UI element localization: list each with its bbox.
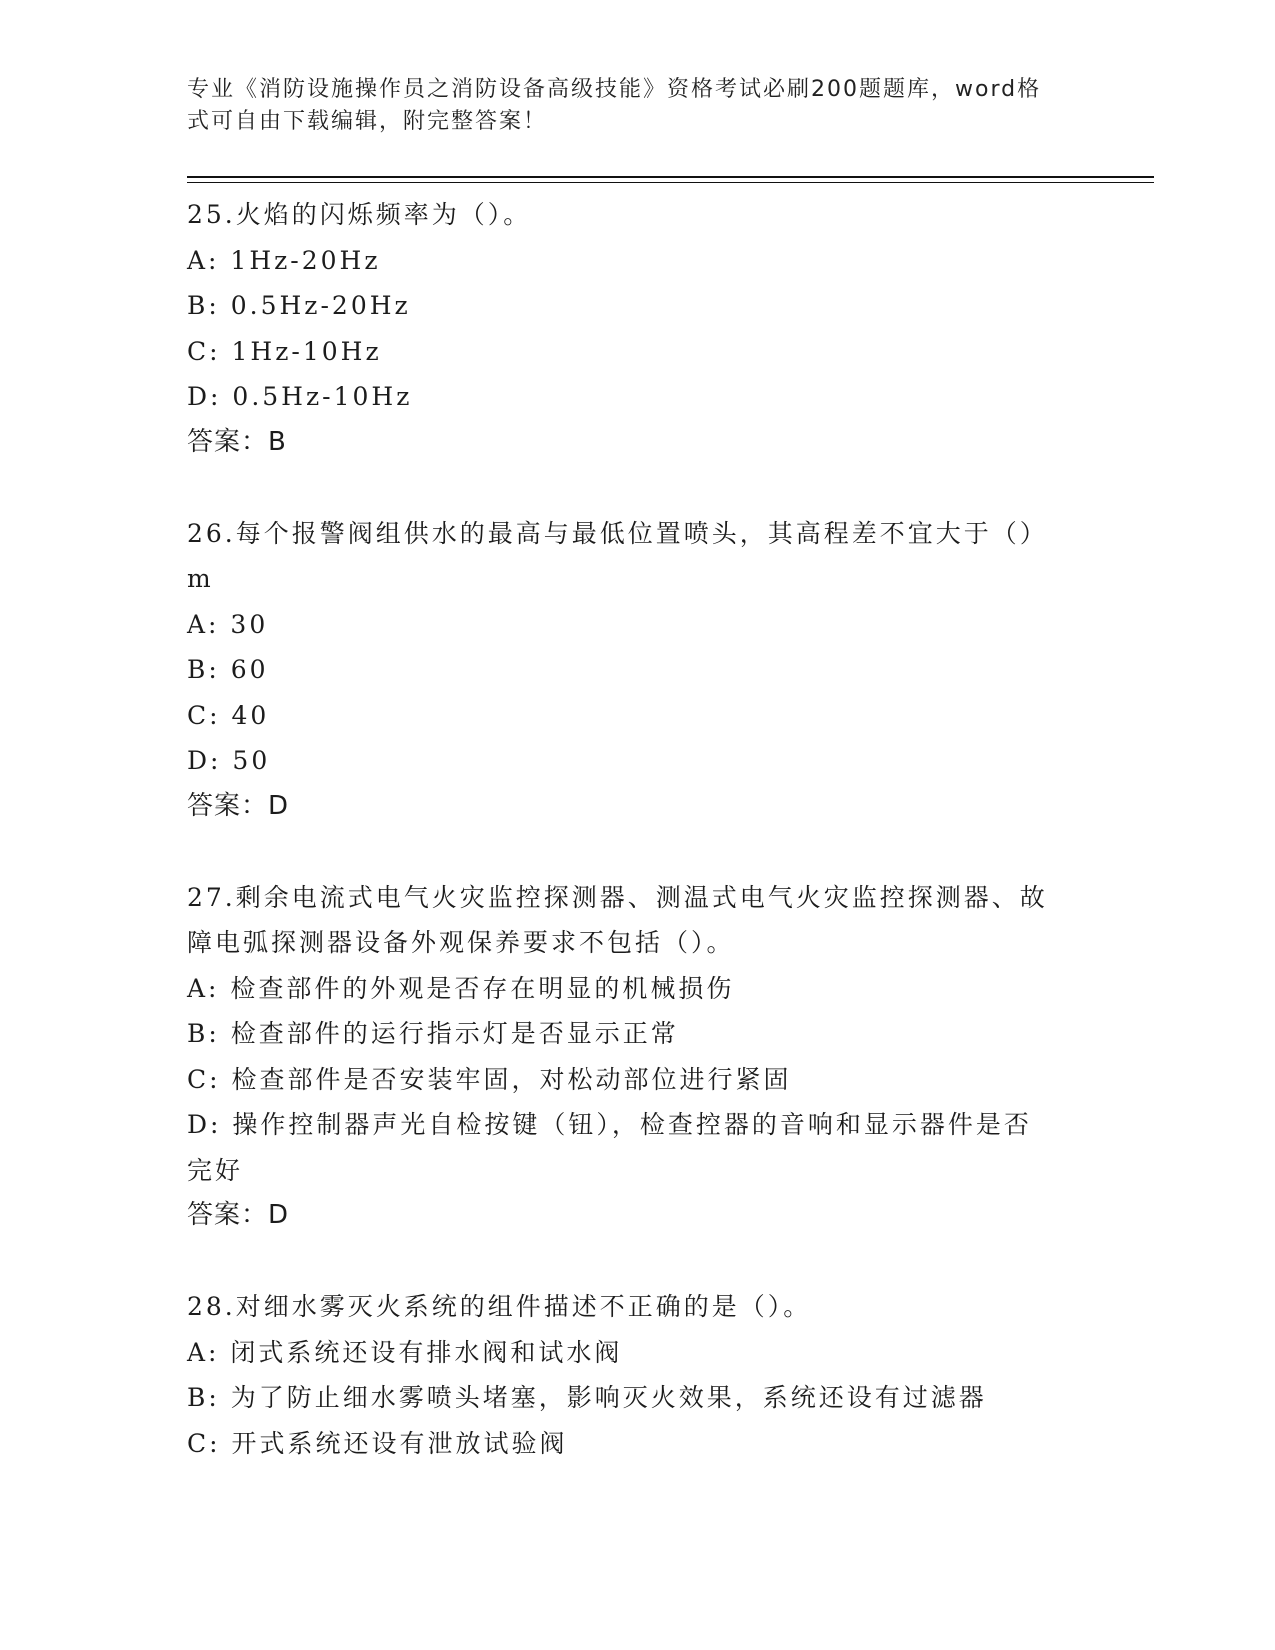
question-stem: 28.对细水雾灭火系统的组件描述不正确的是（）。 [187, 1292, 812, 1321]
option-a: A: 闭式系统还设有排水阀和试水阀 [187, 1337, 623, 1367]
question-stem: 26.每个报警阀组供水的最高与最低位置喷头，其高程差不宜大于（） [187, 518, 1048, 548]
answer: 答案：B [187, 426, 287, 457]
option-d: D: 0.5Hz-10Hz [187, 382, 413, 411]
header-line-2: 式可自由下载编辑，附完整答案！ [187, 109, 548, 134]
option-d: D: 50 [187, 746, 271, 775]
answer: 答案：D [187, 1200, 290, 1230]
question-list [187, 192, 1087, 1466]
question-stem: 25.火焰的闪烁频率为（）。 [187, 200, 532, 229]
option-b: B: 检查部件的运行指示灯是否显示正常 [187, 1019, 679, 1048]
question-25 [187, 192, 1087, 465]
question-stem-continued: m [187, 564, 214, 593]
option-a: A: 检查部件的外观是否存在明显的机械损伤 [187, 973, 735, 1003]
answer: 答案：D [187, 790, 290, 821]
question-stem: 27.剩余电流式电气火灾监控探测器、测温式电气火灾监控探测器、故 [187, 882, 1048, 912]
document-header [187, 74, 1077, 138]
question-stem-continued: 障电弧探测器设备外观保养要求不包括（）。 [187, 928, 735, 957]
option-a: A: 1Hz-20Hz [187, 245, 381, 275]
option-c: C: 开式系统还设有泄放试验阀 [187, 1428, 568, 1458]
question-28 [187, 1284, 1087, 1466]
header-rule-thick [187, 176, 1154, 178]
option-a: A: 30 [187, 609, 269, 639]
header-line-1: 专业《消防设施操作员之消防设备高级技能》资格考试必刷200题题库，word格 [187, 77, 1042, 102]
question-27 [187, 875, 1087, 1239]
header-rule-thin [187, 182, 1154, 183]
option-c: C: 40 [187, 700, 270, 730]
option-d: D: 操作控制器声光自检按键（钮），检查控器的音响和显示器件是否 [187, 1110, 1032, 1139]
option-b: B: 0.5Hz-20Hz [187, 291, 411, 320]
spacer [187, 1239, 1087, 1285]
option-b: B: 60 [187, 655, 269, 684]
option-b: B: 为了防止细水雾喷头堵塞，影响灭火效果，系统还设有过滤器 [187, 1383, 987, 1412]
spacer [187, 829, 1087, 875]
spacer [187, 465, 1087, 511]
option-d-continued: 完好 [187, 1155, 244, 1185]
question-26 [187, 511, 1087, 830]
option-c: C: 1Hz-10Hz [187, 336, 382, 366]
option-c: C: 检查部件是否安装牢固，对松动部位进行紧固 [187, 1064, 792, 1094]
